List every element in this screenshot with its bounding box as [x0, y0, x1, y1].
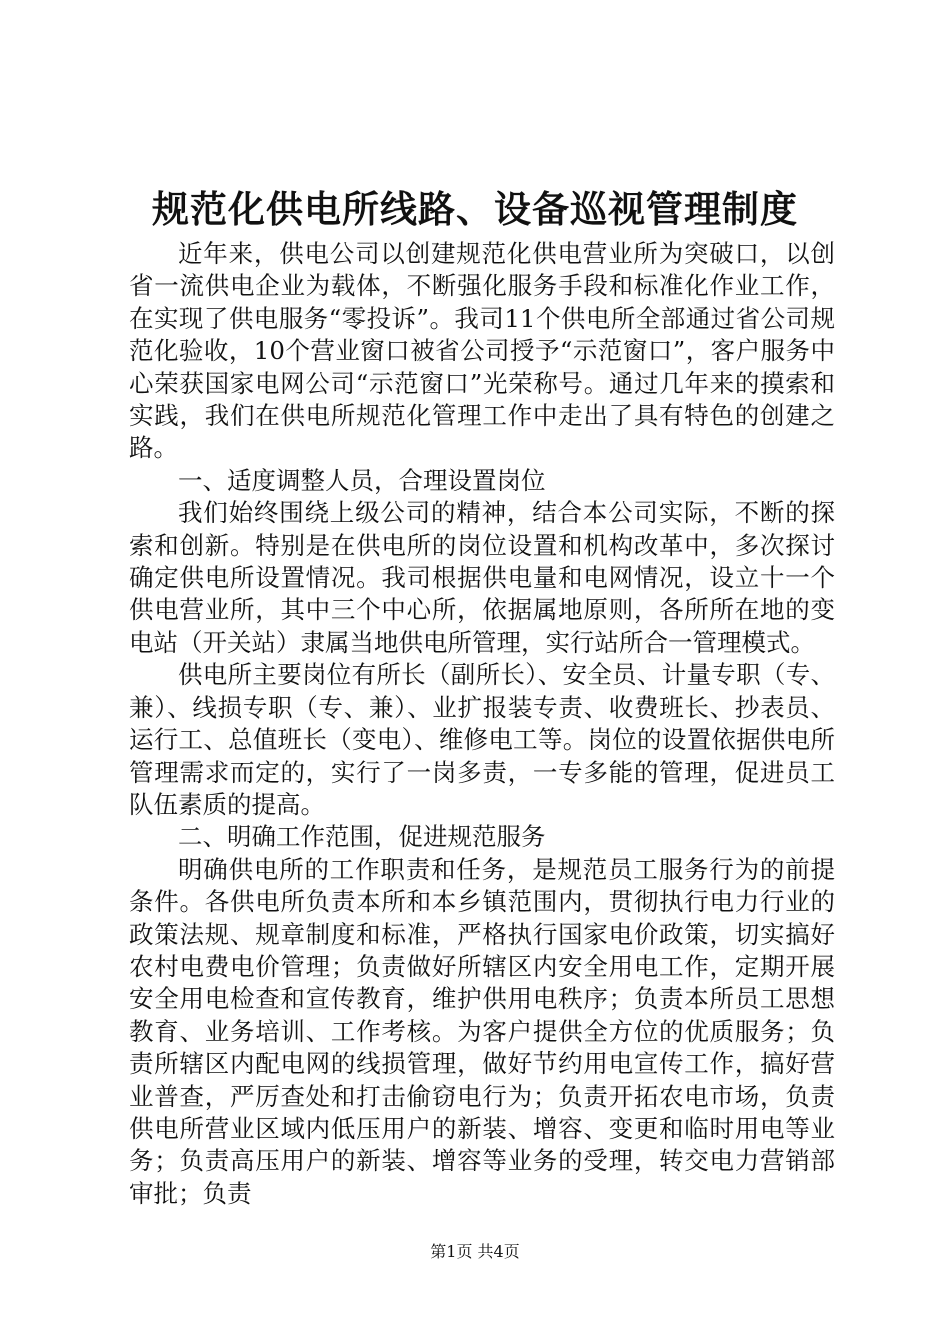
document-title: 规范化供电所线路、设备巡视管理制度 [152, 187, 798, 231]
page-number-footer: 第1页 共4页 [430, 1242, 520, 1261]
paragraph-section1-b: 供电所主要岗位有所长（副所长）、安全员、计量专职（专、兼）、线损专职（专、兼）、业扩报装专责、收费班长、抄表员、运行工、总值班长（变电）、维修电工等。岗位的设置依据供电所管理需求而定的，实行了一岗多责，一专多能的管理，促进员工队伍素质的提高。 [129, 660, 835, 819]
section-heading-1: 一、适度调整人员，合理设置岗位 [178, 465, 546, 495]
section-heading-2: 二、明确工作范围，促进规范服务 [178, 822, 546, 852]
document-body [129, 238, 835, 1210]
paragraph-section2-a: 明确供电所的工作职责和任务，是规范员工服务行为的前提条件。各供电所负责本所和本乡镇范围内，贯彻执行电力行业的政策法规、规章制度和标准，严格执行国家电价政策，切实搞好农村电费电价管理；负责做好所辖区内安全用电工作，定期开展安全用电检查和宣传教育，维护供用电秩序；负责本所员工思想教育、业务培训、工作考核。为客户提供全方位的优质服务；负责所辖区内配电网的线损管理，做好节约用电宣传工作，搞好营业普查，严厉查处和打击偷窃电行为；负责开拓农电市场，负责供电所营业区域内低压用户的新装、增容、变更和临时用电等业务；负责高压用户的新装、增容等业务的受理，转交电力营销部审批；负责 [129, 854, 835, 1208]
paragraph-section1-a: 我们始终围绕上级公司的精神，结合本公司实际，不断的探索和创新。特别是在供电所的岗位设置和机构改革中，多次探讨确定供电所设置情况。我司根据供电量和电网情况，设立十一个供电营业所，其中三个中心所，依据属地原则，各所所在地的变电站（开关站）隶属当地供电所管理，实行站所合一管理模式。 [129, 498, 835, 657]
paragraph-intro: 近年来，供电公司以创建规范化供电营业所为突破口，以创省一流供电企业为载体，不断强化服务手段和标准化作业工作，在实现了供电服务“零投诉”。我司11个供电所全部通过省公司规范化验收，10个营业窗口被省公司授予“示范窗口”，客户服务中心荣获国家电网公司“示范窗口”光荣称号。通过几年来的摸索和实践，我们在供电所规范化管理工作中走出了具有特色的创建之路。 [129, 239, 835, 463]
